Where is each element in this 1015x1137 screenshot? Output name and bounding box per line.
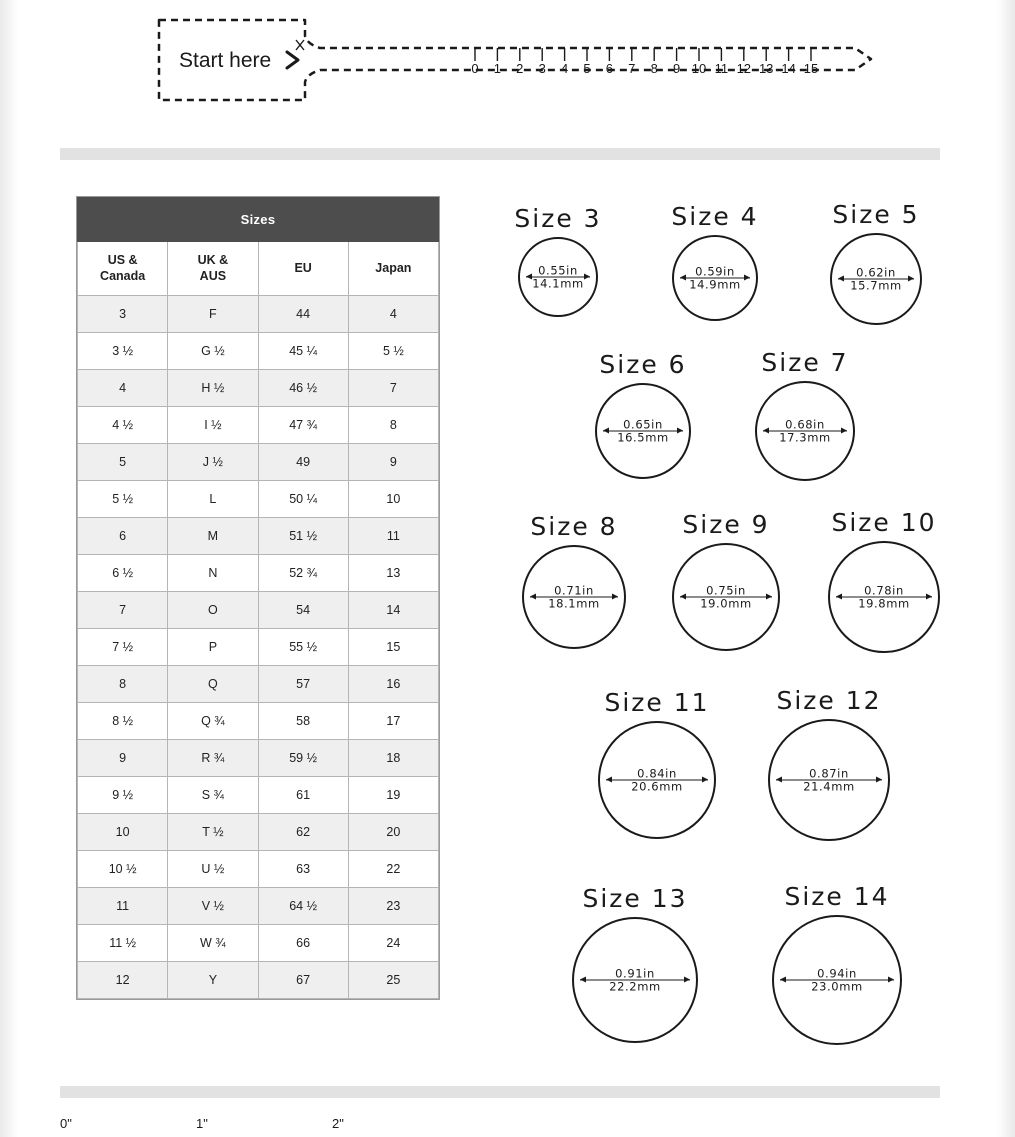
ring-diameter-inches: 0.87in	[809, 766, 849, 781]
inch-ruler-mark: 0"	[60, 1116, 72, 1131]
table-row	[78, 518, 439, 555]
ruler-tick-label: 7	[628, 61, 636, 76]
table-cell: L	[168, 481, 258, 518]
table-cell: 17	[348, 703, 438, 740]
ring-diameter-mm: 19.0mm	[700, 596, 752, 611]
table-cell: W ¾	[168, 925, 258, 962]
table-cell: M	[168, 518, 258, 555]
inch-ruler-mark: 2"	[332, 1116, 344, 1131]
table-row	[78, 851, 439, 888]
ring-size-label: Size 7	[761, 348, 849, 377]
ring-size-item	[568, 688, 746, 839]
table-row	[78, 370, 439, 407]
ring-circle	[572, 917, 698, 1043]
ruler-tick-label: 15	[803, 61, 819, 76]
table-cell: 10 ½	[78, 851, 168, 888]
ruler-tick-label: 0	[471, 61, 479, 76]
ring-size-label: Size 13	[582, 884, 688, 913]
ring-size-label: Size 10	[831, 508, 937, 537]
table-cell: 12	[78, 962, 168, 999]
ruler-tick-label: 10	[691, 61, 707, 76]
ring-measurement	[600, 767, 714, 792]
ring-circle	[768, 719, 890, 841]
ring-size-item	[542, 884, 728, 1043]
ring-measurement	[674, 584, 778, 609]
ring-diameter-inches: 0.84in	[637, 766, 677, 781]
table-cell: 4 ½	[78, 407, 168, 444]
table-cell: 51 ½	[258, 518, 348, 555]
ring-diameter-mm: 23.0mm	[811, 979, 863, 994]
table-row	[78, 592, 439, 629]
ruler-tick-label: 11	[714, 61, 729, 76]
ring-diameter-inches: 0.91in	[615, 966, 655, 981]
table-row	[78, 740, 439, 777]
table-cell: 8	[78, 666, 168, 703]
table-cell: 5 ½	[348, 333, 438, 370]
ring-size-item	[642, 202, 788, 321]
page-edge-shadow-left	[0, 0, 18, 1137]
ring-diameter-mm: 18.1mm	[548, 596, 600, 611]
ring-diameter-mm: 15.7mm	[850, 278, 902, 293]
table-cell: 22	[348, 851, 438, 888]
ruler-tick-label: 14	[781, 61, 796, 76]
table-cell: 55 ½	[258, 629, 348, 666]
table-cell: U ½	[168, 851, 258, 888]
table-row	[78, 888, 439, 925]
table-row	[78, 555, 439, 592]
table-cell: 54	[258, 592, 348, 629]
ring-diameter-inches: 0.71in	[554, 583, 594, 598]
table-cell: R ¾	[168, 740, 258, 777]
ring-diameter-inches: 0.62in	[856, 265, 896, 280]
ruler-tick-label: 9	[672, 61, 681, 76]
table-cell: S ¾	[168, 777, 258, 814]
start-arrow-icon	[287, 52, 298, 68]
ruler-tick-label: 1	[493, 61, 502, 76]
table-cell: 4	[78, 370, 168, 407]
page-edge-shadow-right	[997, 0, 1015, 1137]
table-cell: 9 ½	[78, 777, 168, 814]
table-cell: 45 ¼	[258, 333, 348, 370]
ruler-tick-label: 12	[736, 61, 752, 76]
table-cell: 62	[258, 814, 348, 851]
ring-circle	[595, 383, 691, 479]
ring-size-label: Size 14	[784, 882, 890, 911]
table-cell: 11	[78, 888, 168, 925]
ring-diameter-inches: 0.94in	[817, 966, 857, 981]
ring-measurement	[520, 264, 596, 289]
table-cell: 13	[348, 555, 438, 592]
ring-diameter-inches: 0.78in	[864, 583, 904, 598]
table-cell: 61	[258, 777, 348, 814]
table-cell: 46 ½	[258, 370, 348, 407]
ring-diameter-inches: 0.68in	[785, 417, 825, 432]
table-cell: 57	[258, 666, 348, 703]
ring-diameter-mm: 14.1mm	[532, 276, 584, 291]
table-cell: 15	[348, 629, 438, 666]
table-row	[78, 962, 439, 999]
table-column-header-4: Japan	[348, 242, 438, 296]
table-row	[78, 777, 439, 814]
ruler-tick-label: 2	[516, 61, 524, 76]
ring-diameter-mm: 20.6mm	[631, 779, 683, 794]
table-cell: 24	[348, 925, 438, 962]
ring-diameter-mm: 17.3mm	[779, 430, 831, 445]
table-cell: 66	[258, 925, 348, 962]
inch-ruler-mark: 1"	[196, 1116, 208, 1131]
ring-measurement	[574, 967, 696, 992]
inch-ruler	[60, 1116, 940, 1136]
table-cell: V ½	[168, 888, 258, 925]
ring-size-label: Size 4	[671, 202, 759, 231]
table-header-row	[78, 242, 439, 296]
ring-circle	[522, 545, 626, 649]
ruler-tick-label: 13	[758, 61, 774, 76]
size-conversion-table	[76, 196, 440, 1000]
ring-measurement	[674, 265, 756, 290]
table-cell: 6 ½	[78, 555, 168, 592]
ring-circle	[672, 543, 780, 651]
table-row	[78, 444, 439, 481]
section-divider-top	[60, 148, 940, 160]
table-cell: O	[168, 592, 258, 629]
ring-size-label: Size 5	[832, 200, 920, 229]
table-cell: 7	[348, 370, 438, 407]
ring-measurement	[774, 967, 900, 992]
ring-diameter-inches: 0.55in	[538, 263, 578, 278]
table-cell: 49	[258, 444, 348, 481]
table-cell: F	[168, 296, 258, 333]
table-title: Sizes	[78, 198, 439, 242]
table-cell: 8 ½	[78, 703, 168, 740]
section-divider-bottom	[60, 1086, 940, 1098]
table-body	[78, 296, 439, 999]
table-cell: 4	[348, 296, 438, 333]
ruler-tick-label: 6	[605, 61, 614, 76]
ring-size-item	[488, 204, 628, 317]
table-row	[78, 666, 439, 703]
ring-size-item	[492, 512, 656, 649]
ring-diameter-mm: 16.5mm	[617, 430, 669, 445]
table-cell: 9	[348, 444, 438, 481]
table-cell: 63	[258, 851, 348, 888]
ring-measurement	[757, 418, 853, 443]
ring-measurement	[524, 584, 624, 609]
ruler-tick-label: 8	[650, 61, 658, 76]
table-cell: 16	[348, 666, 438, 703]
table-cell: J ½	[168, 444, 258, 481]
table-cell: 6	[78, 518, 168, 555]
start-here-label: Start here	[179, 49, 272, 72]
ruler-tick-label: 3	[538, 61, 546, 76]
table-cell: 47 ¾	[258, 407, 348, 444]
ring-diameter-inches: 0.75in	[706, 583, 746, 598]
ring-diameter-inches: 0.65in	[623, 417, 663, 432]
table-row	[78, 814, 439, 851]
table-row	[78, 481, 439, 518]
ring-diameter-mm: 14.9mm	[689, 277, 741, 292]
table-cell: 44	[258, 296, 348, 333]
ring-circle	[518, 237, 598, 317]
table-cell: 14	[348, 592, 438, 629]
ring-size-item	[800, 200, 952, 325]
ring-size-item	[565, 350, 721, 479]
ring-circle	[772, 915, 902, 1045]
table-cell: 19	[348, 777, 438, 814]
ring-circle	[598, 721, 716, 839]
ring-size-label: Size 9	[682, 510, 770, 539]
table-cell: Y	[168, 962, 258, 999]
table-cell: 10	[78, 814, 168, 851]
table-cell: T ½	[168, 814, 258, 851]
table-cell: 18	[348, 740, 438, 777]
table-cell: 58	[258, 703, 348, 740]
table-cell: H ½	[168, 370, 258, 407]
ring-size-item	[798, 508, 970, 653]
ring-size-item	[725, 348, 885, 481]
table-cell: 7	[78, 592, 168, 629]
table-cell: P	[168, 629, 258, 666]
table-row	[78, 333, 439, 370]
ring-size-label: Size 8	[530, 512, 618, 541]
table-cell: 10	[348, 481, 438, 518]
table-cell: 9	[78, 740, 168, 777]
ring-diameter-mm: 21.4mm	[803, 779, 855, 794]
ring-size-diagrams	[470, 196, 970, 1066]
ring-size-item	[738, 686, 920, 841]
table-cell: Q	[168, 666, 258, 703]
ring-size-label: Size 12	[776, 686, 882, 715]
table-row	[78, 296, 439, 333]
table-row	[78, 703, 439, 740]
table-cell: 11 ½	[78, 925, 168, 962]
table-cell: 64 ½	[258, 888, 348, 925]
table-column-header-2: UK & AUS	[168, 242, 258, 296]
table-row	[78, 925, 439, 962]
ring-size-label: Size 11	[604, 688, 710, 717]
ring-measurement	[597, 418, 689, 443]
table-cell: 59 ½	[258, 740, 348, 777]
scissors-icon	[296, 40, 304, 50]
ruler-tick-label: 4	[560, 61, 569, 76]
ring-circle	[672, 235, 758, 321]
table-cell: 3 ½	[78, 333, 168, 370]
ruler-tick-label: 5	[583, 61, 591, 76]
ring-diameter-mm: 19.8mm	[858, 596, 910, 611]
ring-diameter-inches: 0.59in	[695, 264, 735, 279]
table-cell: 20	[348, 814, 438, 851]
ring-size-item	[742, 882, 932, 1045]
table-cell: 5	[78, 444, 168, 481]
ring-measurement	[830, 584, 938, 609]
ring-diameter-mm: 22.2mm	[609, 979, 661, 994]
table-cell: I ½	[168, 407, 258, 444]
table-cell: 52 ¾	[258, 555, 348, 592]
ring-size-label: Size 6	[599, 350, 687, 379]
table-column-header-1: US & Canada	[78, 242, 168, 296]
table-cell: 50 ¼	[258, 481, 348, 518]
table-column-header-3: EU	[258, 242, 348, 296]
table-row	[78, 629, 439, 666]
ring-circle	[755, 381, 855, 481]
ring-circle	[830, 233, 922, 325]
table-cell: 7 ½	[78, 629, 168, 666]
table-cell: 3	[78, 296, 168, 333]
ring-measurement	[832, 266, 920, 291]
table-cell: 11	[348, 518, 438, 555]
ring-circle	[828, 541, 940, 653]
table-cell: 5 ½	[78, 481, 168, 518]
table-row	[78, 407, 439, 444]
ring-size-label: Size 3	[514, 204, 602, 233]
table-cell: 67	[258, 962, 348, 999]
table-cell: G ½	[168, 333, 258, 370]
ring-size-item	[642, 510, 810, 651]
table-cell: N	[168, 555, 258, 592]
table-cell: 25	[348, 962, 438, 999]
printable-ring-sizer-strip	[155, 14, 875, 106]
table-cell: Q ¾	[168, 703, 258, 740]
table-cell: 23	[348, 888, 438, 925]
ring-measurement	[770, 767, 888, 792]
table-cell: 8	[348, 407, 438, 444]
